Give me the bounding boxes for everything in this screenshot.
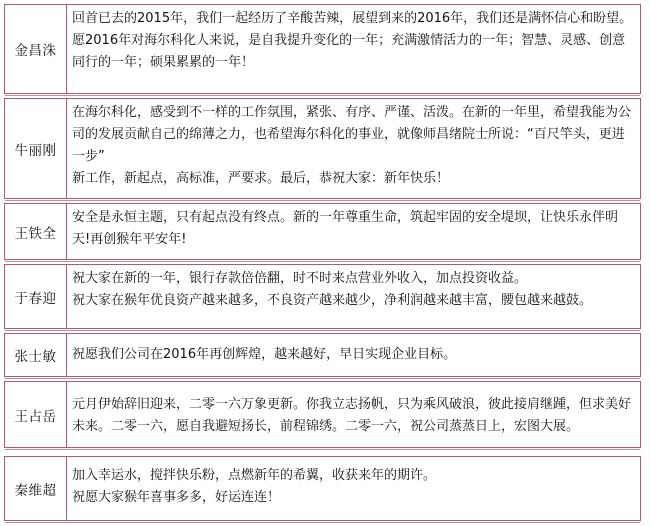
- person-name: 于春迎: [5, 265, 67, 328]
- greeting-message: [72, 102, 634, 190]
- greeting-message: [72, 8, 634, 74]
- greeting-message: [72, 465, 634, 509]
- table-row: [4, 98, 641, 199]
- greeting-message: [72, 268, 634, 312]
- message-line: 在海尔科化，感受到不一样的工作氛围，紧张、有序、严谨、活泼。在新的一年里，希望我能为公司的发展贡献自己的绵薄之力，也希望海尔科化的事业，就像师昌绪院士所说：“百尺竿头，更进一步”: [72, 105, 632, 164]
- greeting-message: [72, 344, 634, 366]
- table-row: [4, 333, 641, 377]
- table-row: [4, 456, 641, 521]
- person-name: 秦维超: [5, 457, 67, 520]
- person-name: 张士敏: [5, 334, 67, 376]
- greeting-message: [72, 207, 634, 251]
- person-name: 王铁全: [5, 204, 67, 259]
- message-line: 祝愿大家猴年喜事多多，好运连连！: [72, 490, 281, 505]
- message-line: 祝愿我们公司在2016年再创辉煌，越来越好，早日实现企业目标。: [72, 347, 457, 362]
- table-row: [4, 203, 641, 260]
- person-name: 王占岳: [5, 382, 67, 447]
- message-line: 愿2016年对海尔科化人来说，是自我提升变化的一年；充满激情活力的一年；智慧、灵感、创意同行的一年；硕果累累的一年！: [72, 33, 626, 70]
- message-line: 安全是永恒主题，只有起点没有终点。新的一年尊重生命，筑起牢固的安全堤坝，让快乐永伴明天!再创猴年平安年!: [72, 210, 619, 247]
- table-row: [4, 381, 641, 448]
- person-name: 牛丽刚: [5, 99, 67, 198]
- message-line: 元月伊始辞旧迎来，二零一六万象更新。你我立志扬帆，只为乘风破浪，彼此接肩继踵，但求美好未来。二零一六，愿自我避短扬长，前程锦绣。二零一六，祝公司蒸蒸日上，宏图大展。: [72, 397, 632, 434]
- person-name: 金昌洙: [5, 5, 67, 93]
- table-row: [4, 264, 641, 329]
- message-line: 回首已去的2015年，我们一起经历了辛酸苦辣，展望到来的2016年，我们还是满怀信心和盼望。: [72, 11, 633, 26]
- message-line: 祝大家在猴年优良资产越来越多，不良资产越来越少，净利润越来越丰富，腰包越来越鼓。: [72, 293, 593, 308]
- greeting-message: [72, 394, 634, 438]
- table-row: [4, 4, 641, 94]
- message-line: 祝大家在新的一年，银行存款倍倍翻，时不时来点营业外收入，加点投资收益。: [72, 271, 528, 286]
- message-line: 新工作，新起点，高标准，严要求。最后，恭祝大家：新年快乐！: [72, 171, 450, 186]
- message-line: 加入幸运水，搅拌快乐粉，点燃新年的希翼，收获来年的期许。: [72, 468, 437, 483]
